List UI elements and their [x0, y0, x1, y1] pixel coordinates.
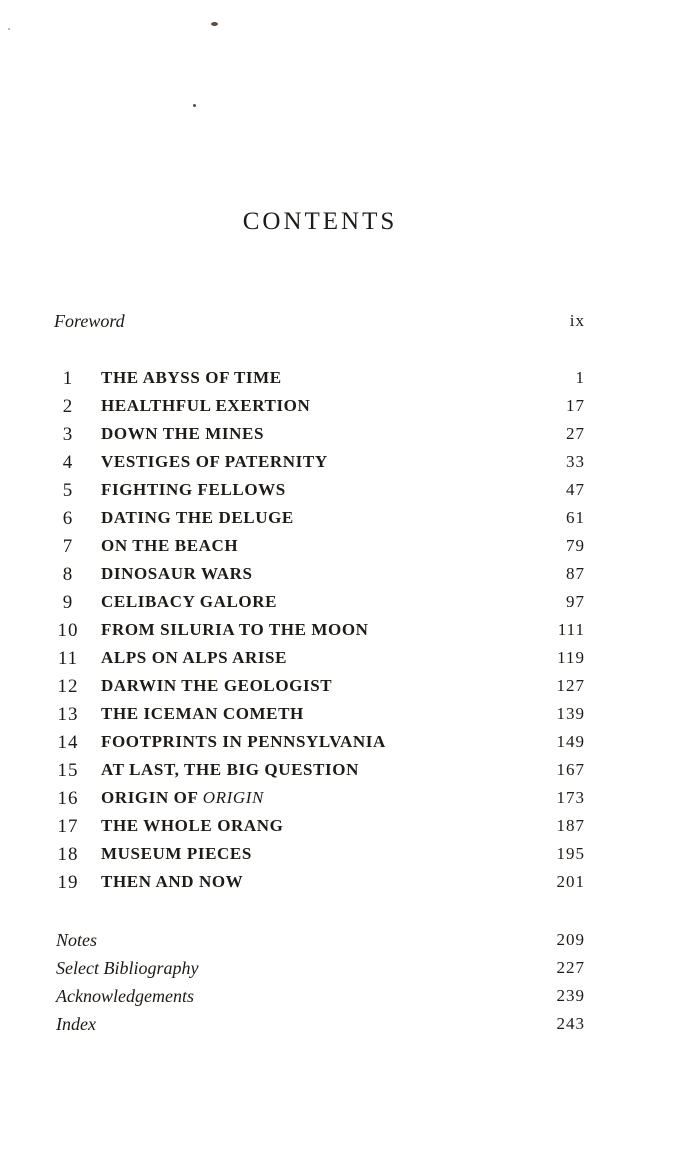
chapter-page: 87: [566, 564, 585, 583]
back-matter-label: Index: [56, 1014, 96, 1034]
chapter-entry: [50, 396, 585, 424]
foreword-entry: [50, 311, 585, 339]
page-speck: [211, 22, 218, 26]
chapter-title: HEALTHFUL EXERTION: [101, 396, 311, 415]
chapter-number: 15: [57, 760, 79, 781]
chapter-entry: [50, 452, 585, 480]
page-title: CONTENTS: [242, 208, 398, 235]
chapter-title: AT LAST, THE BIG QUESTION: [101, 760, 359, 779]
chapter-page: 79: [566, 536, 585, 555]
chapter-entry: [50, 676, 585, 704]
chapter-page: 201: [556, 872, 585, 891]
chapter-title: DARWIN THE GEOLOGIST: [101, 676, 333, 695]
chapter-number: 3: [62, 424, 74, 445]
chapter-entry: [50, 732, 585, 760]
chapter-number: 1: [62, 368, 74, 389]
back-matter-label: Acknowledgements: [56, 986, 194, 1006]
chapter-entry: [50, 648, 585, 676]
chapter-page: 119: [557, 648, 585, 667]
back-matter-entry: [50, 958, 585, 986]
back-matter-entry: [50, 1014, 585, 1042]
chapter-title: VESTIGES OF PATERNITY: [101, 452, 328, 471]
chapter-title: FIGHTING FELLOWS: [101, 480, 286, 499]
chapter-title: [101, 788, 264, 808]
chapter-title-text: ORIGIN OF: [101, 788, 198, 807]
chapter-page: 17: [566, 396, 585, 415]
chapter-number: 6: [62, 508, 74, 529]
chapter-title: DOWN THE MINES: [101, 424, 265, 443]
chapter-number: 2: [62, 396, 74, 417]
chapter-entry: [50, 816, 585, 844]
chapter-number: 8: [62, 564, 74, 585]
chapter-page: 173: [556, 788, 585, 807]
chapter-title: DINOSAUR WARS: [101, 564, 253, 583]
chapter-page: 195: [556, 844, 585, 863]
back-matter-page: 243: [556, 1014, 585, 1033]
chapter-entry: [50, 872, 585, 900]
back-matter-page: 239: [556, 986, 585, 1005]
chapter-title: CELIBACY GALORE: [101, 592, 278, 611]
page-speck: [8, 28, 10, 30]
chapter-number: 12: [57, 676, 79, 697]
chapter-title: THE ABYSS OF TIME: [101, 368, 282, 387]
chapter-number: 9: [62, 592, 74, 613]
chapter-title: FROM SILURIA TO THE MOON: [101, 620, 369, 639]
chapter-entry: [50, 564, 585, 592]
chapter-entry: [50, 704, 585, 732]
foreword-label: Foreword: [54, 311, 125, 331]
back-matter-label: Select Bibliography: [56, 958, 199, 978]
chapter-number: 17: [57, 816, 79, 837]
chapter-page: 61: [566, 508, 585, 527]
chapter-page: 1: [575, 368, 585, 387]
chapter-title: FOOTPRINTS IN PENNSYLVANIA: [101, 732, 386, 751]
chapter-number: 18: [57, 844, 79, 865]
chapter-entry: [50, 536, 585, 564]
page-speck: [193, 104, 196, 107]
chapter-page: 27: [566, 424, 585, 443]
chapter-title-italic: ORIGIN: [202, 788, 264, 807]
chapter-entry: [50, 592, 585, 620]
chapter-page: 33: [566, 452, 585, 471]
chapter-page: 139: [556, 704, 585, 723]
back-matter-label: Notes: [56, 930, 98, 950]
chapter-page: 167: [556, 760, 585, 779]
chapter-page: 149: [556, 732, 585, 751]
chapter-title: ALPS ON ALPS ARISE: [101, 648, 288, 667]
chapter-number: 14: [57, 732, 79, 753]
back-matter-entry: [50, 986, 585, 1014]
chapter-entry: [50, 788, 585, 816]
chapter-title: ON THE BEACH: [101, 536, 239, 555]
foreword-page: ix: [569, 311, 585, 330]
chapter-page: 47: [566, 480, 585, 499]
chapter-entry: [50, 620, 585, 648]
chapter-entry: [50, 480, 585, 508]
chapter-title: MUSEUM PIECES: [101, 844, 252, 863]
chapter-page: 111: [557, 620, 585, 639]
chapter-number: 13: [57, 704, 79, 725]
chapter-page: 187: [556, 816, 585, 835]
chapter-title: THE ICEMAN COMETH: [101, 704, 304, 723]
chapter-entry: [50, 368, 585, 396]
chapter-title: THE WHOLE ORANG: [101, 816, 284, 835]
chapter-entry: [50, 424, 585, 452]
chapter-page: 127: [556, 676, 585, 695]
back-matter-entry: [50, 930, 585, 958]
chapter-page: 97: [566, 592, 585, 611]
chapter-entry: [50, 760, 585, 788]
chapter-number: 11: [57, 648, 79, 669]
chapter-number: 7: [62, 536, 74, 557]
chapter-number: 16: [57, 788, 79, 809]
chapter-entry: [50, 844, 585, 872]
chapter-number: 4: [62, 452, 74, 473]
back-matter-page: 209: [556, 930, 585, 949]
chapter-title: DATING THE DELUGE: [101, 508, 294, 527]
back-matter-page: 227: [556, 958, 585, 977]
chapter-title: THEN AND NOW: [101, 872, 244, 891]
chapter-number: 19: [57, 872, 79, 893]
chapter-number: 5: [62, 480, 74, 501]
chapter-number: 10: [57, 620, 79, 641]
chapter-entry: [50, 508, 585, 536]
